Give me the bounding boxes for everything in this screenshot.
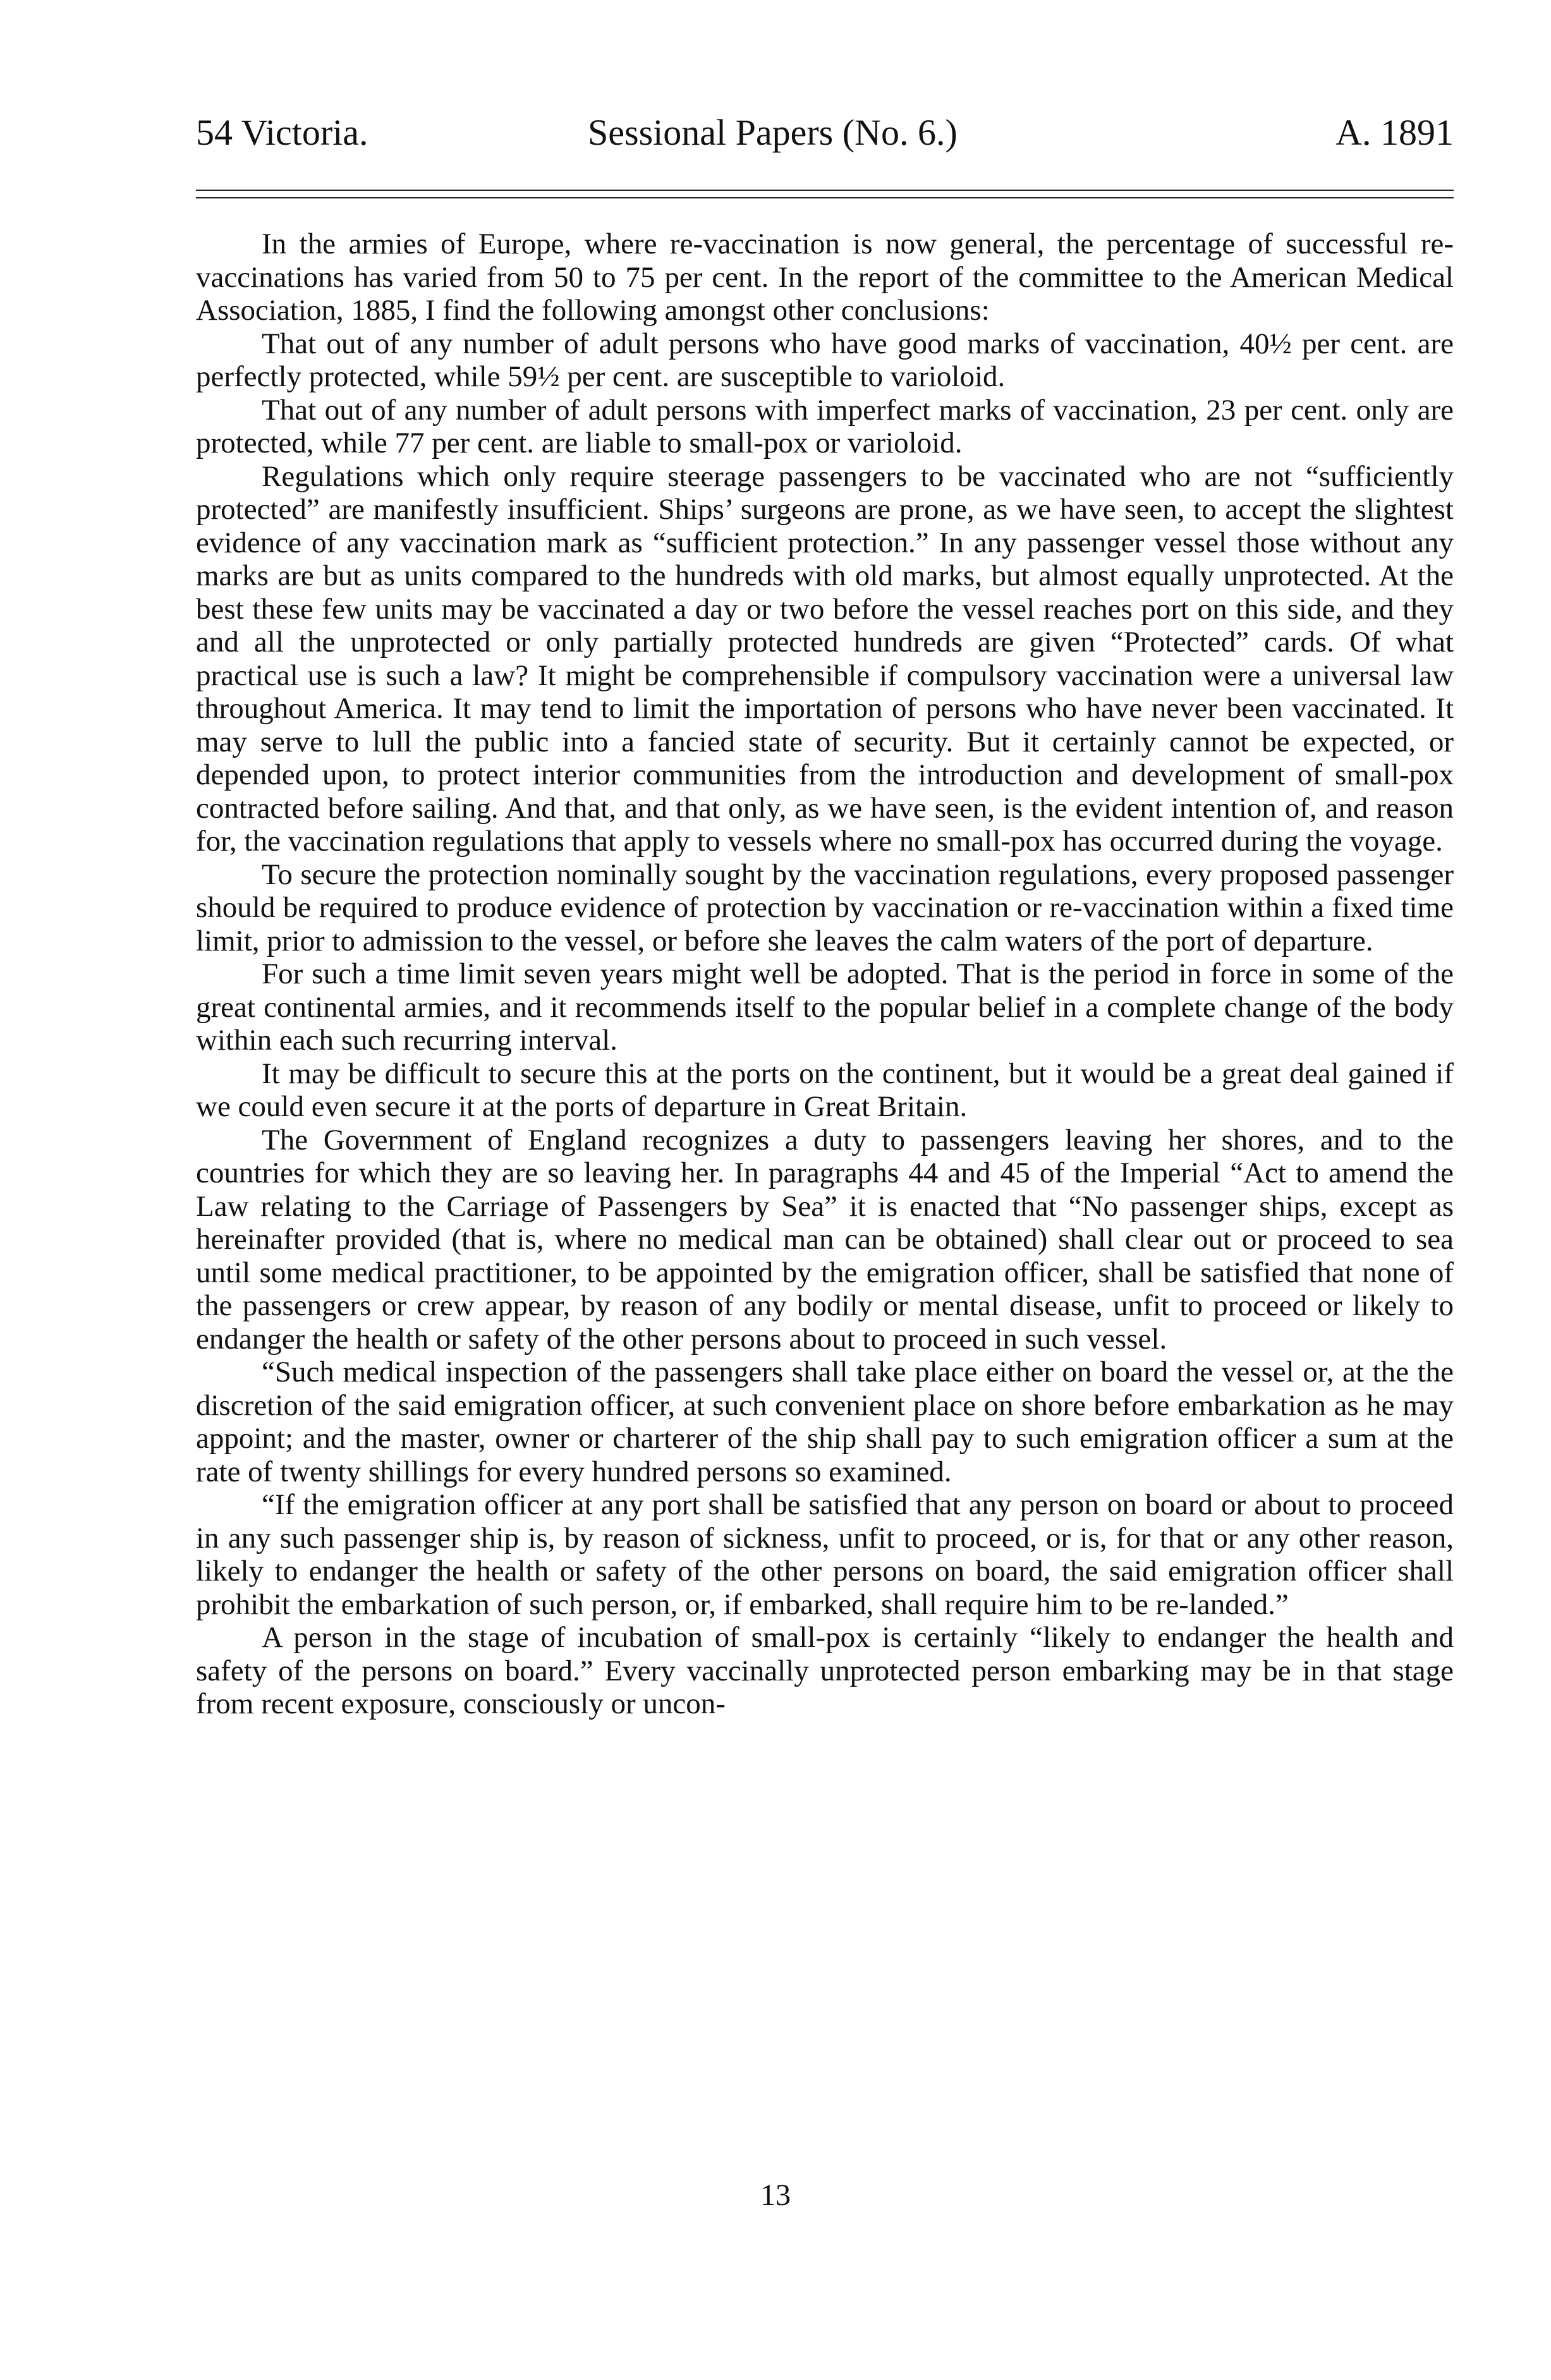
header-volume: 54 Victoria. — [196, 112, 368, 153]
paragraph: “Such medical inspection of the passengers shall take place either on board the vessel or, at the the discretion of the said emigration officer, at such convenient place on shore before embarkation as he may appoint; and the master, owner or charterer of the ship shall pay to such emigration officer a sum at the rate of twenty shillings for every hundred persons so examined. — [196, 1356, 1454, 1488]
running-header — [196, 107, 1454, 158]
body-text — [196, 228, 1454, 1721]
header-series-title: Sessional Papers (No. 6.) — [588, 112, 958, 153]
paragraph: “If the emigration officer at any port shall be satisfied that any person on board or about to proceed in any such passenger ship is, by reason of sickness, unfit to proceed, or is, for that or any other reason, likely to endanger the health or safety of the other persons on board, the said emigration officer shall prohibit the embarkation of such person, or, if embarked, shall require him to be re-landed.” — [196, 1488, 1454, 1621]
paragraph: It may be difficult to secure this at the ports on the continent, but it would be a great deal gained if we could even secure it at the ports of departure in Great Britain. — [196, 1057, 1454, 1123]
paragraph: A person in the stage of incubation of small-pox is certainly “likely to endanger the health and safety of the persons on board.” Every vaccinally unprotected person embarking may be in that stage from recent exposure, consciously or uncon- — [196, 1621, 1454, 1720]
paragraph: That out of any number of adult persons with imperfect marks of vaccination, 23 per cent. only are protected, while 77 per cent. are liable to small-pox or varioloid. — [196, 393, 1454, 459]
header-year: A. 1891 — [1335, 112, 1454, 153]
paragraph: The Government of England recognizes a duty to passengers leaving her shores, and to the countries for which they are so leaving her. In paragraphs 44 and 45 of the Imperial “Act to amend the Law relating to the Carriage of Passengers by Sea” it is enacted that “No passenger ships, except as hereinafter provided (that is, where no medical man can be obtained) shall clear out or proceed to sea until some medical practitioner, to be appointed by the emigration officer, shall be satisfied that none of the passengers or crew appear, by reason of any bodily or mental disease, unfit to proceed or likely to endanger the health or safety of the other persons about to proceed in such vessel. — [196, 1123, 1454, 1356]
page-number: 13 — [760, 2178, 791, 2212]
paragraph: Regulations which only require steerage passengers to be vaccinated who are not “sufficiently protected” are manifestly insufficient. Ships’ surgeons are prone, as we have seen, to accept the slightest evidence of any vaccination mark as “sufficient protection.” In any passenger vessel those without any marks are but as units compared to the hundreds with old marks, but almost equally unprotected. At the best these few units may be vaccinated a day or two before the vessel reaches port on this side, and they and all the unprotected or only partially protected hundreds are given “Protected” cards. Of what practical use is such a law? It might be comprehensible if compulsory vaccination were a universal law throughout America. It may tend to limit the importation of persons who have never been vaccinated. It may serve to lull the public into a fancied state of security. But it certainly cannot be expected, or depended upon, to protect interior communities from the introduction and development of small-pox contracted before sailing. And that, and that only, as we have seen, is the evident intention of, and reason for, the vaccination regulations that apply to vessels where no small-pox has occurred during the voyage. — [196, 459, 1454, 858]
paragraph: For such a time limit seven years might well be adopted. That is the period in force in some of the great continental armies, and it recommends itself to the popular belief in a complete change of the body within each such recurring interval. — [196, 957, 1454, 1057]
paragraph: To secure the protection nominally sought by the vaccination regulations, every proposed passenger should be required to produce evidence of protection by vaccination or re-vaccination within a fixed time limit, prior to admission to the vessel, or before she leaves the calm waters of the port of departure. — [196, 858, 1454, 957]
header-rule-bottom — [196, 197, 1454, 198]
paragraph: In the armies of Europe, where re-vaccination is now general, the percentage of successful re-vaccinations has varied from 50 to 75 per cent. In the report of the committee to the American Medical Association, 1885, I find the following amongst other conclusions: — [196, 228, 1454, 327]
header-rule-top — [196, 190, 1454, 191]
paragraph: That out of any number of adult persons who have good marks of vaccination, 40½ per cent. are perfectly protected, while 59½ per cent. are susceptible to varioloid. — [196, 327, 1454, 393]
